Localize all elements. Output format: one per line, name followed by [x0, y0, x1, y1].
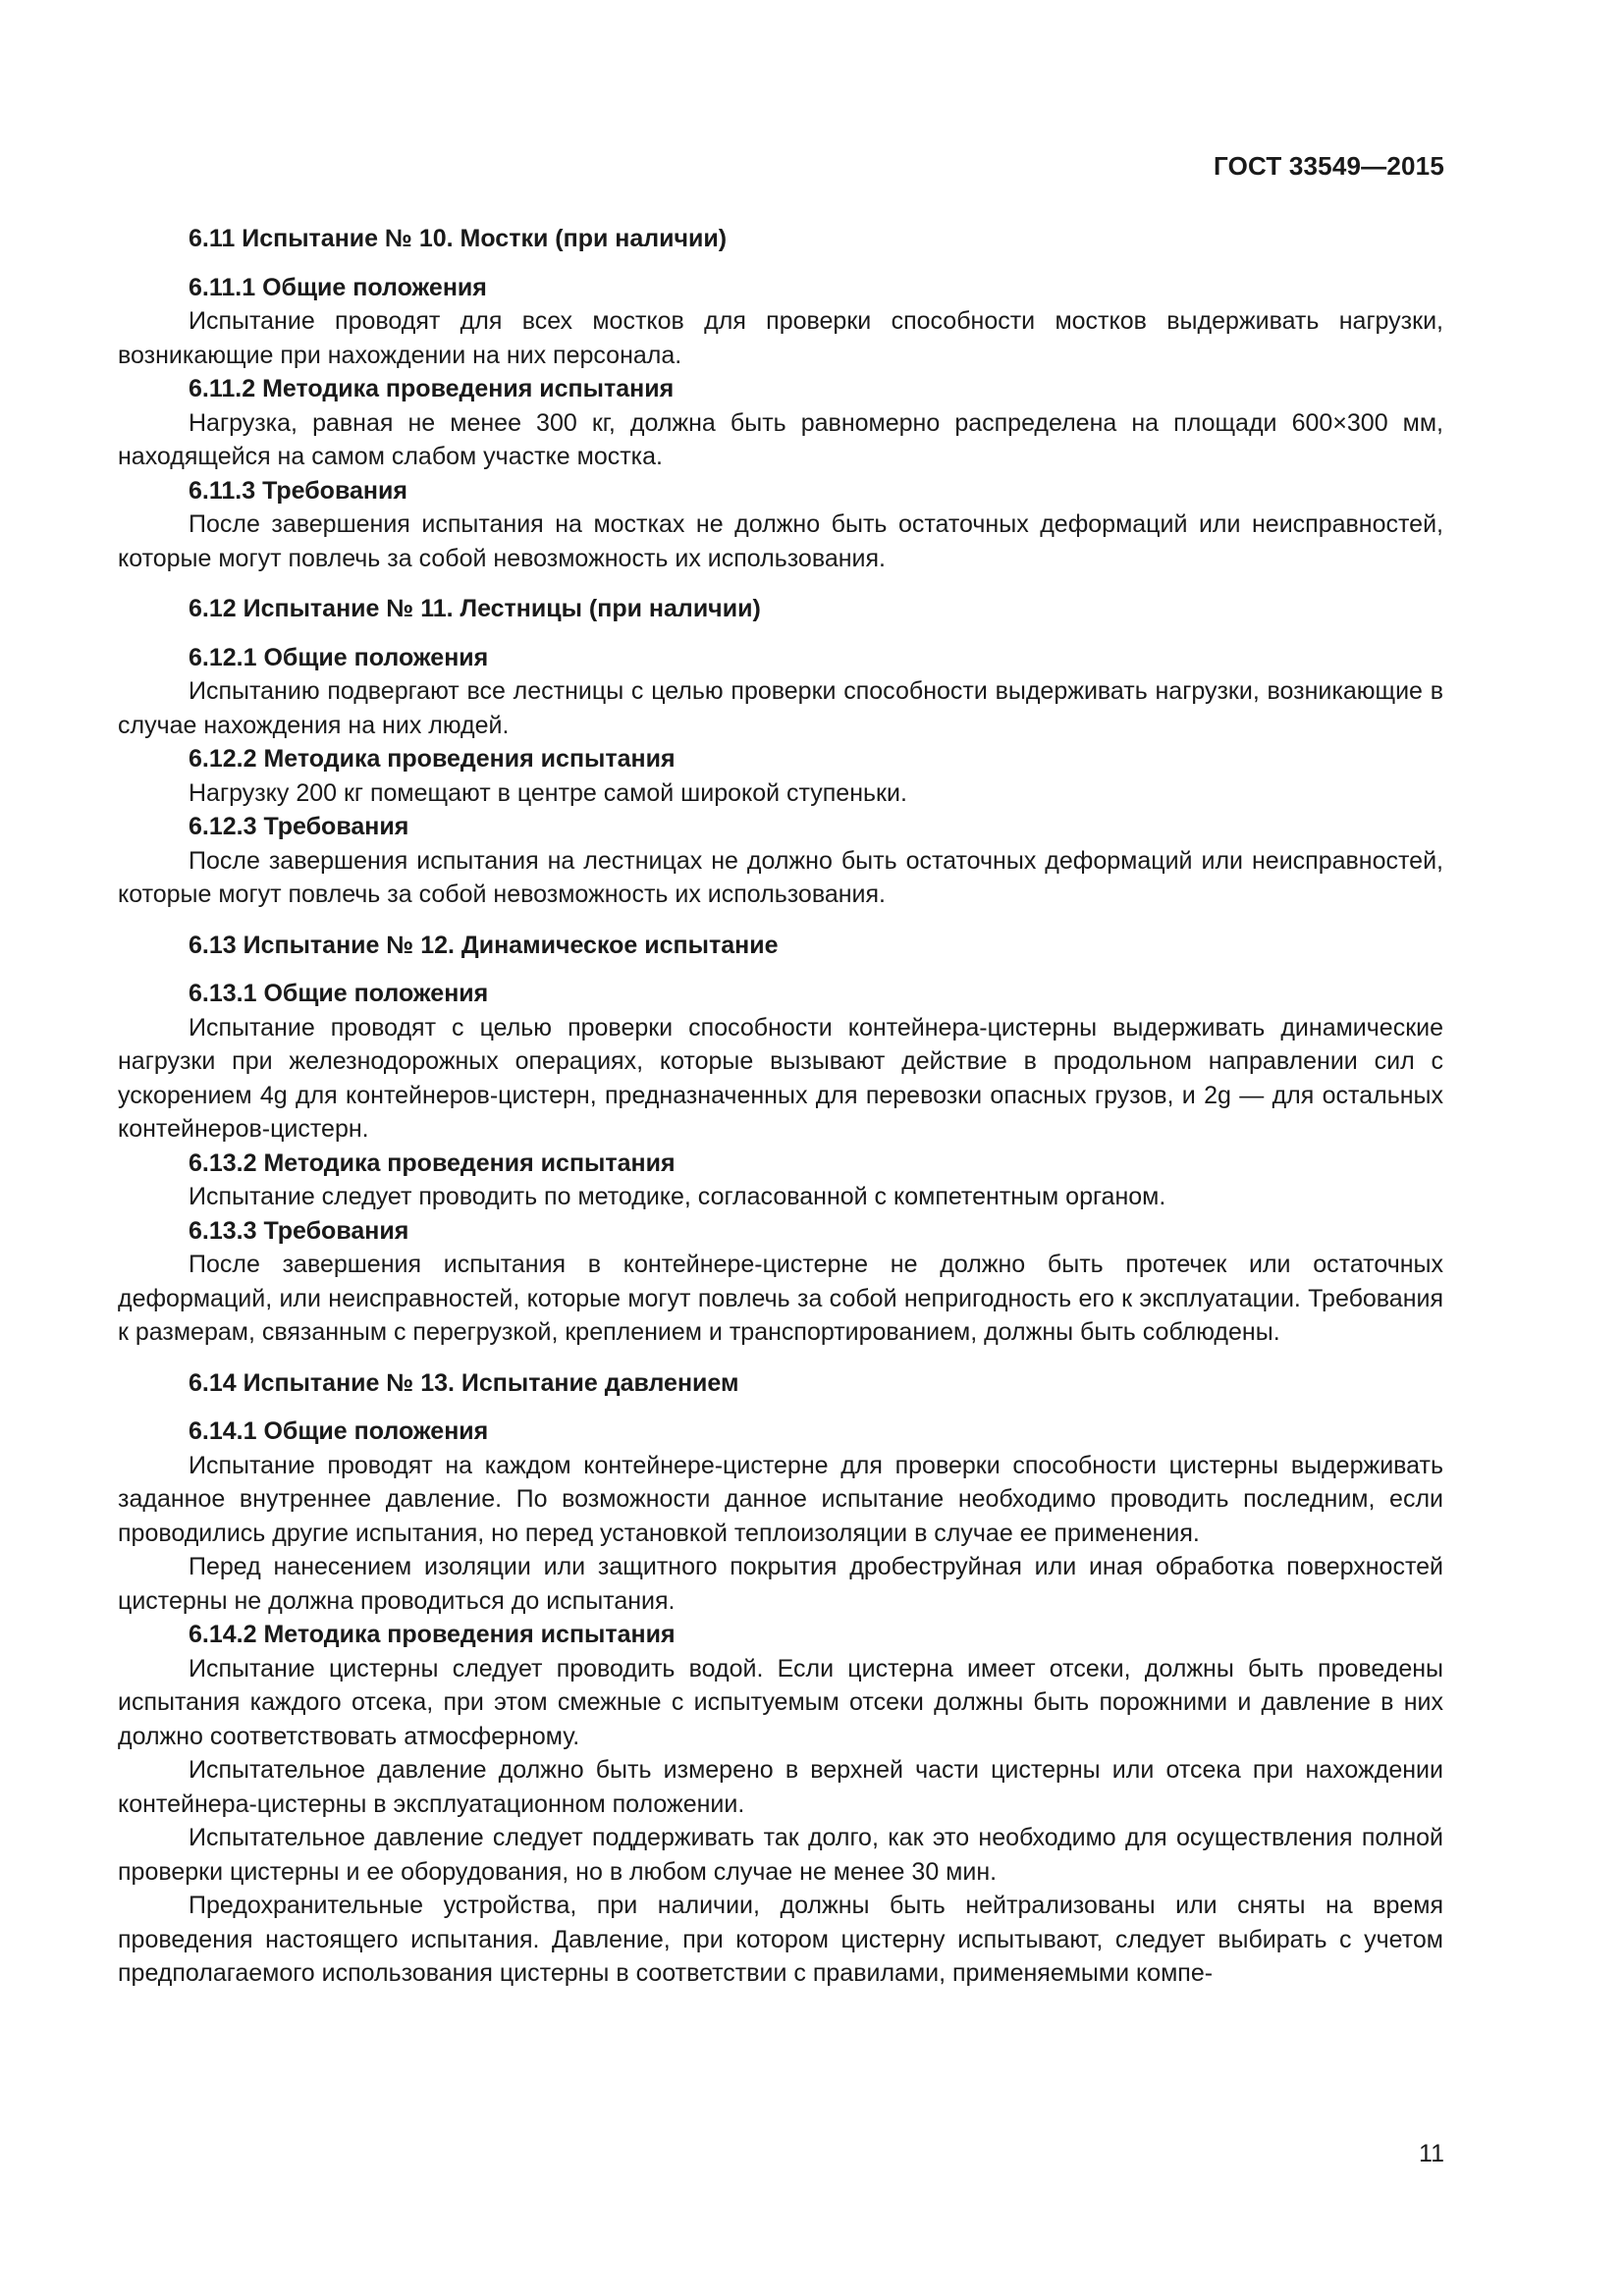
- paragraph: Испытание цистерны следует проводить водой. Если цистерна имеет отсеки, должны быть проведены испытания каждого отсека, при этом смежные с испытуемым отсеки должны быть порожними и давление в них должно соответствовать атмосферному.: [118, 1654, 1443, 1750]
- section-title: 6.11 Испытание № 10. Мостки (при наличии): [189, 225, 728, 252]
- subsection-title: 6.11.2 Методика проведения испытания: [189, 375, 675, 402]
- paragraph: После завершения испытания на лестницах не должно быть остаточных деформаций или неисправностей, которые могут повлечь за собой невозможность их использования.: [118, 846, 1443, 908]
- subsection-title: 6.13.3 Требования: [189, 1216, 409, 1245]
- document-code: ГОСТ 33549—2015: [1214, 151, 1444, 181]
- paragraph: Испытательное давление следует поддерживать так долго, как это необходимо для осуществления полной проверки цистерны и ее оборудования, но в любом случае не менее 30 мин.: [118, 1824, 1443, 1886]
- paragraph: Нагрузка, равная не менее 300 кг, должна быть равномерно распределена на площади 600×300 мм, находящейся на самом слабом участке мостка.: [118, 408, 1443, 470]
- section-title: 6.13 Испытание № 12. Динамическое испытание: [189, 931, 779, 959]
- subsection-title: 6.13.1 Общие положения: [189, 980, 489, 1007]
- subsection-title: 6.11.3 Требования: [189, 476, 407, 505]
- paragraph: Испытание проводят для всех мостков для проверки способности мостков выдерживать нагрузки, возникающие при нахождении на них персонала.: [118, 307, 1443, 369]
- section-title: 6.14 Испытание № 13. Испытание давлением: [189, 1368, 739, 1397]
- subsection-title: 6.11.1 Общие положения: [189, 273, 487, 301]
- subsection-title: 6.14.2 Методика проведения испытания: [189, 1621, 676, 1648]
- paragraph: После завершения испытания в контейнере-цистерне не должно быть протечек или остаточных деформаций, или неисправностей, которые могут повлечь за собой непригодность его к эксплуатации. Требования к размерам, связанным с перегрузкой, креплением и транспортированием, должны быть соблюдены.: [118, 1251, 1443, 1346]
- section-title: 6.12 Испытание № 11. Лестницы (при наличии): [189, 595, 761, 622]
- page-number: 11: [1419, 2140, 1444, 2167]
- paragraph: Испытание проводят с целью проверки способности контейнера-цистерны выдерживать динамические нагрузки при железнодорожных операциях, которые вызывают действие в продольном направлении сил с ускорением 4g для контейнеров-цистерн, предназначенных для перевозки опасных грузов, и 2g — для остальных контейнеров-цистерн.: [118, 1013, 1443, 1143]
- paragraph: Предохранительные устройства, при наличии, должны быть нейтрализованы или сняты на время проведения настоящего испытания. Давление, при котором цистерну испытывают, следует выбирать с учетом предполагаемого использования цистерны в соответствии с правилами, применяемыми компе-: [118, 1892, 1443, 1987]
- paragraph: Нагрузку 200 кг помещают в центре самой широкой ступеньки.: [189, 778, 907, 807]
- subsection-title: 6.12.2 Методика проведения испытания: [189, 745, 676, 773]
- paragraph: После завершения испытания на мостках не должно быть остаточных деформаций или неисправностей, которые могут повлечь за собой невозможность их использования.: [118, 510, 1443, 572]
- subsection-title: 6.13.2 Методика проведения испытания: [189, 1148, 676, 1177]
- paragraph: Испытание следует проводить по методике, согласованной с компетентным органом.: [189, 1183, 1166, 1210]
- subsection-title: 6.14.1 Общие положения: [189, 1417, 489, 1445]
- document-body: [118, 222, 1443, 1991]
- paragraph: Испытание проводят на каждом контейнере-цистерне для проверки способности цистерны выдерживать заданное внутреннее давление. По возможности данное испытание необходимо проводить последним, если проводились другие испытания, но перед установкой теплоизоляции в случае ее применения.: [118, 1451, 1443, 1547]
- paragraph: Перед нанесением изоляции или защитного покрытия дробеструйная или иная обработка поверхностей цистерны не должна проводиться до испытания.: [118, 1553, 1443, 1615]
- subsection-title: 6.12.1 Общие положения: [189, 643, 489, 671]
- subsection-title: 6.12.3 Требования: [189, 813, 409, 840]
- paragraph: Испытанию подвергают все лестницы с целью проверки способности выдерживать нагрузки, возникающие в случае нахождения на них людей.: [118, 677, 1443, 739]
- paragraph: Испытательное давление должно быть измерено в верхней части цистерны или отсека при нахождении контейнера-цистерны в эксплуатационном положении.: [118, 1756, 1443, 1818]
